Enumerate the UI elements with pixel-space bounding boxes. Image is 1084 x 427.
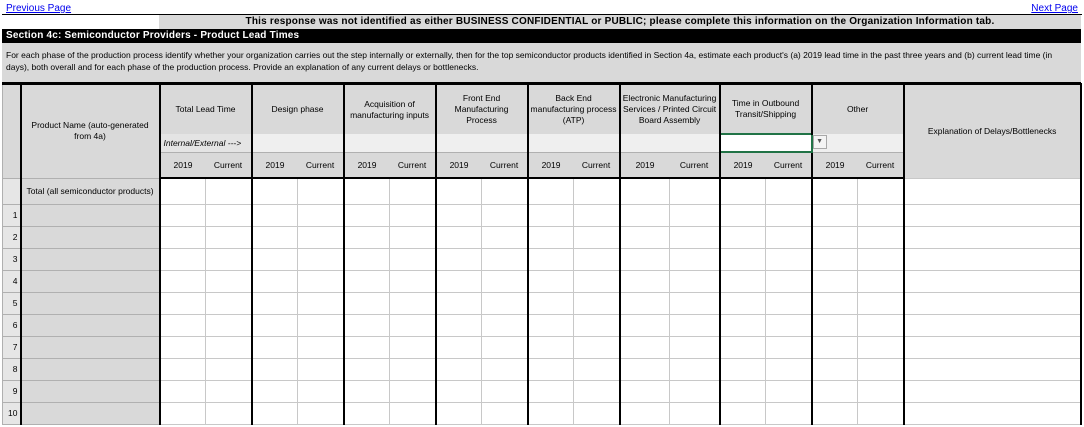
lead-time-2019-input[interactable]: [436, 336, 482, 358]
lead-time-2019-input[interactable]: [528, 314, 574, 336]
lead-time-2019-input[interactable]: [344, 380, 390, 402]
lead-time-2019-input[interactable]: [436, 248, 482, 270]
lead-time-current-input[interactable]: [766, 204, 812, 226]
lead-time-current-input[interactable]: [858, 292, 904, 314]
lead-time-2019-input[interactable]: [344, 204, 390, 226]
lead-time-2019-input[interactable]: [344, 358, 390, 380]
lead-time-current-input[interactable]: [670, 314, 720, 336]
row-number: 7: [3, 336, 21, 358]
lead-time-current-input[interactable]: [298, 336, 344, 358]
lead-time-2019-input[interactable]: [528, 204, 574, 226]
lead-time-2019-input[interactable]: [528, 380, 574, 402]
lead-time-2019-input[interactable]: [812, 380, 858, 402]
lead-time-current-input[interactable]: [574, 204, 620, 226]
previous-page-link[interactable]: Previous Page: [6, 3, 72, 14]
lead-time-2019-input[interactable]: [720, 314, 766, 336]
explanation-input[interactable]: [904, 314, 1081, 336]
lead-time-current-input[interactable]: [766, 178, 812, 204]
lead-time-current-input[interactable]: [206, 380, 252, 402]
lead-time-current-input[interactable]: [206, 178, 252, 204]
lead-time-current-input[interactable]: [390, 204, 436, 226]
lead-time-current-input[interactable]: [766, 336, 812, 358]
lead-time-current-input[interactable]: [390, 178, 436, 204]
lead-time-current-input[interactable]: [858, 380, 904, 402]
lead-time-current-input[interactable]: [298, 226, 344, 248]
internal-external-select-design[interactable]: [252, 134, 344, 152]
lead-time-2019-input[interactable]: [620, 292, 670, 314]
product-name-cell: [21, 292, 160, 314]
lead-time-current-input[interactable]: [670, 178, 720, 204]
lead-time-2019-input[interactable]: [812, 204, 858, 226]
phase-header-other: Other: [812, 84, 904, 134]
lead-time-current-input[interactable]: [858, 226, 904, 248]
lead-time-2019-input[interactable]: [252, 336, 298, 358]
lead-time-current-input[interactable]: [390, 402, 436, 424]
lead-time-current-input[interactable]: [670, 292, 720, 314]
lead-time-current-input[interactable]: [766, 248, 812, 270]
internal-external-select-outbound-transit[interactable]: [720, 134, 824, 152]
lead-time-current-input[interactable]: [482, 292, 528, 314]
lead-time-2019-input[interactable]: [252, 402, 298, 424]
lead-time-current-input[interactable]: [206, 314, 252, 336]
explanation-input[interactable]: [904, 358, 1081, 380]
lead-time-current-input[interactable]: [858, 358, 904, 380]
lead-time-2019-input[interactable]: [344, 336, 390, 358]
phase-header-design: Design phase: [252, 84, 344, 134]
lead-time-current-input[interactable]: [766, 402, 812, 424]
lead-time-current-input[interactable]: [482, 402, 528, 424]
phase-header-acquisition: Acquisition of manufacturing inputs: [344, 84, 436, 134]
lead-time-current-input[interactable]: [390, 380, 436, 402]
lead-time-current-input[interactable]: [298, 270, 344, 292]
lead-time-current-input[interactable]: [390, 270, 436, 292]
phase-header-total-lead-time: Total Lead Time: [160, 84, 252, 134]
lead-time-2019-input[interactable]: [160, 204, 206, 226]
lead-time-current-input[interactable]: [298, 402, 344, 424]
lead-time-2019-input[interactable]: [252, 248, 298, 270]
row-number: 9: [3, 380, 21, 402]
lead-time-current-input[interactable]: [574, 380, 620, 402]
internal-external-select-front-end[interactable]: [436, 134, 528, 152]
year-current-header: Current: [858, 152, 904, 178]
section-title: Section 4c: Semiconductor Providers - Product Lead Times: [2, 29, 1081, 43]
product-name-cell: [21, 204, 160, 226]
lead-time-2019-input[interactable]: [344, 402, 390, 424]
lead-time-2019-input[interactable]: [720, 270, 766, 292]
lead-time-2019-input[interactable]: [528, 336, 574, 358]
lead-time-current-input[interactable]: [390, 358, 436, 380]
product-name-cell: [21, 248, 160, 270]
lead-time-current-input[interactable]: [858, 336, 904, 358]
year-current-header: Current: [766, 152, 812, 178]
lead-time-2019-input[interactable]: [252, 314, 298, 336]
year-current-header: Current: [206, 152, 252, 178]
lead-time-current-input[interactable]: [206, 204, 252, 226]
lead-time-current-input[interactable]: [206, 248, 252, 270]
lead-time-2019-input[interactable]: [252, 270, 298, 292]
confidentiality-notice: This response was not identified as either BUSINESS CONFIDENTIAL or PUBLIC; please complete this information on the Organization Information tab.: [159, 15, 1081, 29]
lead-time-current-input[interactable]: [766, 314, 812, 336]
phase-header-ems-pcba: Electronic Manufacturing Services / Printed Circuit Board Assembly: [620, 84, 720, 134]
lead-time-current-input[interactable]: [858, 178, 904, 204]
lead-time-current-input[interactable]: [670, 270, 720, 292]
lead-time-current-input[interactable]: [482, 336, 528, 358]
lead-time-2019-input[interactable]: [160, 402, 206, 424]
total-row-label: Total (all semiconductor products): [21, 178, 160, 204]
lead-time-2019-input[interactable]: [620, 380, 670, 402]
lead-time-2019-input[interactable]: [720, 178, 766, 204]
lead-time-current-input[interactable]: [574, 178, 620, 204]
lead-time-2019-input[interactable]: [344, 314, 390, 336]
lead-time-current-input[interactable]: [858, 270, 904, 292]
explanation-header: Explanation of Delays/Bottlenecks: [904, 84, 1081, 178]
explanation-input[interactable]: [904, 336, 1081, 358]
lead-time-2019-input[interactable]: [252, 358, 298, 380]
lead-time-current-input[interactable]: [574, 248, 620, 270]
lead-time-current-input[interactable]: [390, 226, 436, 248]
lead-time-2019-input[interactable]: [812, 358, 858, 380]
internal-external-select-ems-pcba[interactable]: [620, 134, 720, 152]
lead-time-current-input[interactable]: [670, 248, 720, 270]
lead-time-current-input[interactable]: [482, 226, 528, 248]
year-current-header: Current: [298, 152, 344, 178]
explanation-input[interactable]: [904, 226, 1081, 248]
lead-time-current-input[interactable]: [390, 292, 436, 314]
row-number: 10: [3, 402, 21, 424]
lead-time-2019-input[interactable]: [436, 178, 482, 204]
lead-time-current-input[interactable]: [670, 226, 720, 248]
year-2019-header: 2019: [436, 152, 482, 178]
lead-time-2019-input[interactable]: [620, 314, 670, 336]
product-name-cell: [21, 336, 160, 358]
explanation-input[interactable]: [904, 292, 1081, 314]
lead-time-2019-input[interactable]: [812, 314, 858, 336]
lead-time-current-input[interactable]: [482, 178, 528, 204]
lead-time-2019-input[interactable]: [436, 402, 482, 424]
lead-time-2019-input[interactable]: [812, 248, 858, 270]
lead-time-2019-input[interactable]: [528, 270, 574, 292]
lead-time-current-input[interactable]: [206, 358, 252, 380]
year-2019-header: 2019: [620, 152, 670, 178]
lead-time-2019-input[interactable]: [252, 226, 298, 248]
corner-cell: [3, 84, 21, 178]
lead-time-2019-input[interactable]: [436, 292, 482, 314]
year-current-header: Current: [482, 152, 528, 178]
lead-time-current-input[interactable]: [858, 248, 904, 270]
lead-time-current-input[interactable]: [298, 178, 344, 204]
lead-time-2019-input[interactable]: [436, 380, 482, 402]
lead-time-current-input[interactable]: [670, 402, 720, 424]
lead-time-2019-input[interactable]: [720, 336, 766, 358]
instructions-text: For each phase of the production process identify whether your organization carries out the step internally or externally, then for the top semiconductor products identified in Section 4a, estimate each product's (a) 2019 lead time in the past three years and (b) current lead time (in days), both overall and for each phase of the production process. Provide an explanation of any current delays or bottlenecks.: [2, 43, 1081, 83]
lead-time-2019-input[interactable]: [252, 204, 298, 226]
lead-time-2019-input[interactable]: [160, 314, 206, 336]
lead-time-current-input[interactable]: [298, 380, 344, 402]
row-number: 5: [3, 292, 21, 314]
lead-time-2019-input[interactable]: [344, 248, 390, 270]
lead-time-current-input[interactable]: [574, 226, 620, 248]
lead-time-2019-input[interactable]: [344, 178, 390, 204]
lead-time-current-input[interactable]: [482, 248, 528, 270]
lead-time-current-input[interactable]: [670, 336, 720, 358]
lead-time-2019-input[interactable]: [160, 270, 206, 292]
explanation-input[interactable]: [904, 380, 1081, 402]
lead-time-current-input[interactable]: [574, 358, 620, 380]
lead-time-current-input[interactable]: [482, 314, 528, 336]
lead-time-current-input[interactable]: [206, 270, 252, 292]
lead-time-2019-input[interactable]: [528, 358, 574, 380]
lead-time-2019-input[interactable]: [720, 204, 766, 226]
lead-time-current-input[interactable]: [670, 204, 720, 226]
year-2019-header: 2019: [528, 152, 574, 178]
lead-time-2019-input[interactable]: [812, 402, 858, 424]
product-name-cell: [21, 402, 160, 424]
lead-time-current-input[interactable]: [298, 204, 344, 226]
explanation-input[interactable]: [904, 178, 1081, 204]
explanation-input[interactable]: [904, 248, 1081, 270]
lead-time-current-input[interactable]: [482, 204, 528, 226]
lead-time-2019-input[interactable]: [160, 336, 206, 358]
lead-time-2019-input[interactable]: [344, 270, 390, 292]
lead-time-2019-input[interactable]: [436, 226, 482, 248]
row-number: 4: [3, 270, 21, 292]
year-2019-header: 2019: [720, 152, 766, 178]
lead-time-2019-input[interactable]: [160, 248, 206, 270]
lead-time-current-input[interactable]: [298, 248, 344, 270]
row-number: 3: [3, 248, 21, 270]
product-name-cell: [21, 380, 160, 402]
lead-time-current-input[interactable]: [574, 314, 620, 336]
year-2019-header: 2019: [344, 152, 390, 178]
product-name-cell: [21, 314, 160, 336]
product-name-cell: [21, 270, 160, 292]
lead-time-current-input[interactable]: [766, 380, 812, 402]
year-2019-header: 2019: [160, 152, 206, 178]
year-2019-header: 2019: [812, 152, 858, 178]
lead-time-2019-input[interactable]: [160, 178, 206, 204]
lead-time-2019-input[interactable]: [252, 380, 298, 402]
lead-time-2019-input[interactable]: [812, 178, 858, 204]
lead-time-2019-input[interactable]: [620, 358, 670, 380]
lead-time-2019-input[interactable]: [620, 402, 670, 424]
lead-time-current-input[interactable]: [574, 270, 620, 292]
lead-time-current-input[interactable]: [858, 314, 904, 336]
lead-time-2019-input[interactable]: [720, 226, 766, 248]
row-number: 1: [3, 204, 21, 226]
product-name-cell: [21, 358, 160, 380]
lead-time-2019-input[interactable]: [160, 358, 206, 380]
lead-time-2019-input[interactable]: [436, 314, 482, 336]
lead-time-2019-input[interactable]: [344, 226, 390, 248]
lead-time-current-input[interactable]: [670, 358, 720, 380]
lead-time-2019-input[interactable]: [252, 292, 298, 314]
internal-external-select-acquisition[interactable]: [344, 134, 436, 152]
lead-time-current-input[interactable]: [206, 226, 252, 248]
internal-external-label: Internal/External --->: [160, 134, 252, 152]
lead-time-2019-input[interactable]: [528, 178, 574, 204]
row-number: 8: [3, 358, 21, 380]
product-name-header: Product Name (auto-generated from 4a): [21, 84, 160, 178]
chevron-down-icon[interactable]: ▼: [813, 135, 827, 149]
lead-time-current-input[interactable]: [858, 204, 904, 226]
lead-time-current-input[interactable]: [766, 292, 812, 314]
lead-time-current-input[interactable]: [482, 380, 528, 402]
lead-time-current-input[interactable]: [574, 336, 620, 358]
lead-time-current-input[interactable]: [390, 314, 436, 336]
lead-time-current-input[interactable]: [390, 248, 436, 270]
row-number: [3, 178, 21, 204]
lead-time-current-input[interactable]: [574, 292, 620, 314]
phase-header-front-end: Front End Manufacturing Process: [436, 84, 528, 134]
lead-time-2019-input[interactable]: [812, 226, 858, 248]
lead-time-current-input[interactable]: [206, 292, 252, 314]
lead-time-2019-input[interactable]: [620, 336, 670, 358]
year-current-header: Current: [670, 152, 720, 178]
product-name-cell: [21, 226, 160, 248]
lead-time-2019-input[interactable]: [528, 248, 574, 270]
phase-header-outbound-transit: Time in Outbound Transit/Shipping: [720, 84, 812, 134]
lead-time-2019-input[interactable]: [620, 204, 670, 226]
lead-time-2019-input[interactable]: [436, 270, 482, 292]
lead-time-2019-input[interactable]: [160, 292, 206, 314]
row-number: 2: [3, 226, 21, 248]
lead-time-2019-input[interactable]: [720, 402, 766, 424]
lead-time-2019-input[interactable]: [528, 226, 574, 248]
lead-time-current-input[interactable]: [766, 226, 812, 248]
lead-time-current-input[interactable]: [482, 270, 528, 292]
next-page-link[interactable]: Next Page: [1031, 3, 1078, 14]
explanation-input[interactable]: [904, 402, 1081, 424]
phase-header-back-end: Back End manufacturing process (ATP): [528, 84, 620, 134]
lead-time-2019-input[interactable]: [720, 292, 766, 314]
lead-time-current-input[interactable]: [298, 314, 344, 336]
lead-time-2019-input[interactable]: [720, 248, 766, 270]
internal-external-select-back-end[interactable]: [528, 134, 620, 152]
lead-time-2019-input[interactable]: [720, 380, 766, 402]
lead-time-current-input[interactable]: [858, 402, 904, 424]
lead-times-table: [2, 83, 1082, 425]
lead-time-current-input[interactable]: [390, 336, 436, 358]
lead-time-2019-input[interactable]: [252, 178, 298, 204]
lead-time-2019-input[interactable]: [620, 226, 670, 248]
lead-time-current-input[interactable]: [670, 380, 720, 402]
row-number: 6: [3, 314, 21, 336]
lead-time-2019-input[interactable]: [436, 204, 482, 226]
lead-time-current-input[interactable]: [206, 402, 252, 424]
explanation-input[interactable]: [904, 204, 1081, 226]
lead-time-current-input[interactable]: [298, 292, 344, 314]
lead-time-2019-input[interactable]: [620, 270, 670, 292]
year-2019-header: 2019: [252, 152, 298, 178]
lead-time-2019-input[interactable]: [344, 292, 390, 314]
lead-time-2019-input[interactable]: [528, 402, 574, 424]
lead-time-2019-input[interactable]: [160, 226, 206, 248]
lead-time-current-input[interactable]: [766, 358, 812, 380]
year-current-header: Current: [574, 152, 620, 178]
lead-time-current-input[interactable]: [482, 358, 528, 380]
lead-time-2019-input[interactable]: [528, 292, 574, 314]
lead-time-2019-input[interactable]: [620, 178, 670, 204]
lead-time-2019-input[interactable]: [720, 358, 766, 380]
lead-time-2019-input[interactable]: [812, 270, 858, 292]
lead-time-2019-input[interactable]: [436, 358, 482, 380]
lead-time-current-input[interactable]: [298, 358, 344, 380]
year-current-header: Current: [390, 152, 436, 178]
lead-time-2019-input[interactable]: [812, 292, 858, 314]
explanation-input[interactable]: [904, 270, 1081, 292]
lead-time-current-input[interactable]: [574, 402, 620, 424]
lead-time-current-input[interactable]: [766, 270, 812, 292]
lead-time-current-input[interactable]: [206, 336, 252, 358]
lead-time-2019-input[interactable]: [160, 380, 206, 402]
lead-time-2019-input[interactable]: [620, 248, 670, 270]
lead-time-2019-input[interactable]: [812, 336, 858, 358]
